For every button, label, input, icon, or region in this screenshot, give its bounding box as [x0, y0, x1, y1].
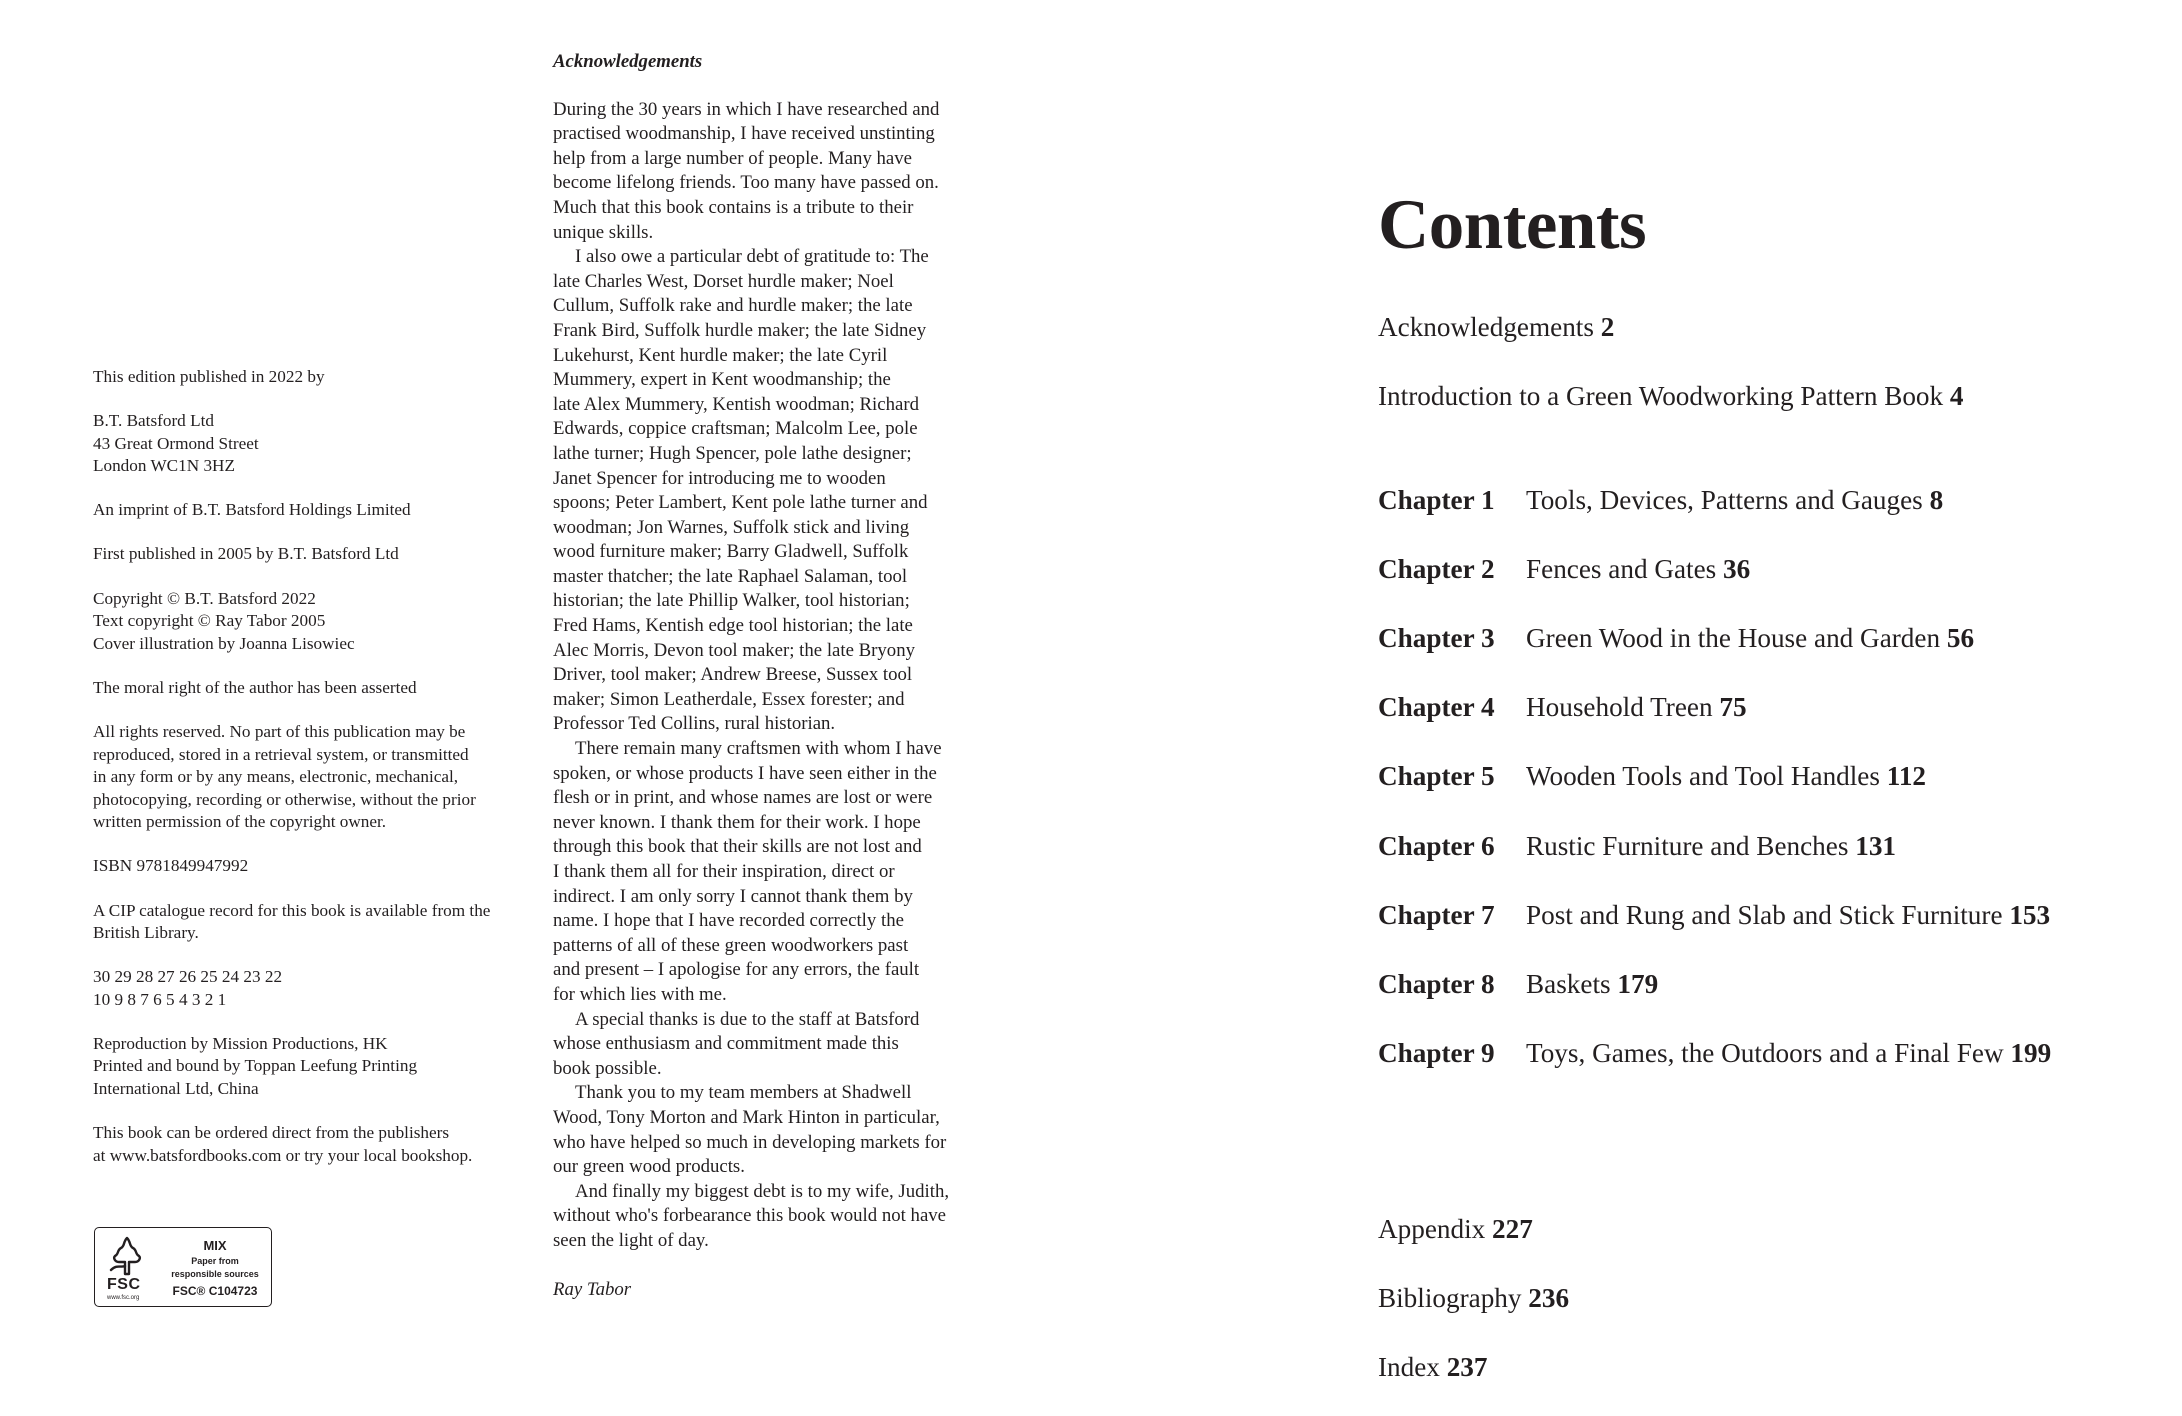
text-line: who have helped so much in developing markets for — [553, 1131, 947, 1153]
acknowledgements-paragraph — [553, 737, 993, 1008]
contents-page — [1378, 180, 2158, 1383]
chapter-label: Chapter 7 — [1378, 899, 1495, 930]
edition-line: This edition published in 2022 by — [93, 367, 325, 386]
toc-page-number: 75 — [1719, 692, 1747, 723]
text-line: help from a large number of people. Many have — [553, 147, 912, 169]
text-line: Mummery, expert in Kent woodmanship; the — [553, 369, 891, 391]
imprint-page — [93, 366, 523, 1189]
acknowledgements-paragraph — [553, 1081, 993, 1179]
toc-page-number: 179 — [1617, 968, 1659, 999]
acknowledgements-paragraph — [553, 1180, 993, 1254]
text-line: and present – I apologise for any errors, the fault — [553, 959, 920, 981]
toc-chapter-entry — [1378, 1038, 2051, 1069]
text-line: Alec Morris, Devon tool maker; the late Bryony — [553, 639, 915, 661]
toc-chapter-entry — [1378, 554, 1750, 585]
toc-entry-title: Fences and Gates — [1526, 554, 1717, 585]
text-line: unique skills. — [553, 221, 654, 243]
text-line: spoken, or whose products I have seen either in the — [553, 762, 937, 784]
toc-entry-title: Introduction to a Green Woodworking Pattern Book — [1378, 381, 1944, 411]
fsc-logo — [94, 1227, 272, 1307]
text-line: A special thanks is due to the staff at Batsford — [575, 1008, 920, 1030]
copyright-line: Text copyright © Ray Tabor 2005 — [93, 611, 326, 631]
acknowledgements-paragraph — [553, 245, 993, 737]
toc-entry-title: Baskets — [1526, 968, 1611, 999]
chapter-label: Chapter 3 — [1378, 623, 1495, 654]
text-line: spoons; Peter Lambert, Kent pole lathe turner and — [553, 492, 928, 514]
text-line: historian; the late Phillip Walker, tool historian; — [553, 590, 910, 612]
chapter-label: Chapter 5 — [1378, 761, 1495, 792]
text-line: our green wood products. — [553, 1156, 745, 1178]
rights-notice — [93, 721, 523, 834]
moral-right-line: The moral right of the author has been asserted — [93, 677, 417, 697]
fsc-mark: FSC — [107, 1276, 141, 1293]
text-line: And finally my biggest debt is to my wife, Judith, — [575, 1180, 950, 1202]
rights-line: photocopying, recording or otherwise, without the prior — [93, 789, 476, 809]
text-line: I also owe a particular debt of gratitude to: The — [575, 246, 929, 268]
text-line: wood furniture maker; Barry Gladwell, Suffolk — [553, 541, 909, 563]
acknowledgements-body — [553, 98, 993, 1254]
isbn-line: ISBN 9781849947992 — [93, 856, 249, 876]
text-line: master thatcher; the late Raphael Salaman, tool — [553, 565, 908, 587]
edition-note — [93, 366, 523, 389]
rights-line: All rights reserved. No part of this publication may be — [93, 721, 466, 741]
text-line: Edwards, coppice craftsman; Malcolm Lee, pole — [553, 418, 918, 440]
text-line: Driver, tool maker; Andrew Breese, Sussex tool — [553, 664, 913, 686]
toc-entry-title: Tools, Devices, Patterns and Gauges — [1526, 485, 1923, 515]
text-line: woodman; Jon Warnes, Suffolk stick and living — [553, 516, 910, 538]
text-line: patterns of all of these green woodworkers past — [553, 934, 909, 956]
copyright-line: Cover illustration by Joanna Lisowiec — [93, 633, 355, 653]
toc-entry-title: Appendix — [1378, 1214, 1486, 1244]
toc-page-number: 153 — [2009, 899, 2051, 930]
toc-entry-title: Post and Rung and Slab and Stick Furniture — [1526, 899, 2003, 930]
imprint-of — [93, 499, 523, 522]
toc-entry-title: Toys, Games, the Outdoors and a Final Few — [1526, 1037, 2004, 1068]
reproduction-line: Printed and bound by Toppan Leefung Printing — [93, 1056, 418, 1076]
address-line: London WC1N 3HZ — [93, 456, 235, 476]
toc-chapter-entry — [1378, 692, 1747, 723]
text-line: Professor Ted Collins, rural historian. — [553, 713, 836, 735]
author-signature: Ray Tabor — [553, 1278, 632, 1300]
cip-record — [93, 900, 523, 945]
copyright-notice — [93, 588, 523, 656]
toc-page-number: 199 — [2010, 1037, 2052, 1068]
imprint-of-line: An imprint of B.T. Batsford Holdings Limited — [93, 500, 411, 520]
toc-page-number: 8 — [1929, 485, 1944, 515]
text-line: name. I hope that I have recorded correctly the — [553, 910, 904, 932]
toc-chapter-entry — [1378, 831, 1896, 862]
toc-entry-title: Household Treen — [1526, 692, 1713, 723]
chapter-label: Chapter 2 — [1378, 554, 1495, 585]
acknowledgements-section — [553, 50, 993, 1302]
fsc-url: www.fsc.org — [107, 1295, 140, 1301]
text-line: Lukehurst, Kent hurdle maker; the late Cyril — [553, 344, 888, 366]
first-published — [93, 543, 523, 566]
text-line: Janet Spencer for introducing me to wooden — [553, 467, 886, 489]
text-line: indirect. I am only sorry I cannot thank them by — [553, 885, 913, 907]
toc-chapter-entry — [1378, 623, 1974, 654]
acknowledgements-title: Acknowledgements — [553, 51, 703, 72]
toc-chapter-entry — [1378, 485, 1943, 516]
text-line: Frank Bird, Suffolk hurdle maker; the late Sidney — [553, 319, 927, 341]
text-line: seen the light of day. — [553, 1229, 709, 1251]
toc-entry-title: Bibliography — [1378, 1283, 1522, 1314]
text-line: late Alex Mummery, Kentish woodman; Richard — [553, 393, 919, 415]
address-line: B.T. Batsford Ltd — [93, 411, 214, 431]
moral-right — [93, 677, 523, 700]
fsc-paper-line: Paper from — [191, 1256, 239, 1266]
reproduction-line: Reproduction by Mission Productions, HK — [93, 1033, 388, 1053]
toc-entry-title: Rustic Furniture and Benches — [1526, 830, 1849, 861]
rights-line: reproduced, stored in a retrieval system, or transmitted — [93, 744, 469, 764]
fsc-tree-icon — [105, 1234, 149, 1278]
text-line: lathe turner; Hugh Spencer, pole lathe designer; — [553, 442, 912, 464]
order-line: at www.batsfordbooks.com or try your local bookshop. — [93, 1145, 473, 1165]
toc-entry-title: Acknowledgements — [1378, 312, 1594, 342]
toc-chapter-entry — [1378, 900, 2050, 931]
rights-line: in any form or by any means, electronic, mechanical, — [93, 767, 459, 787]
cip-line: A CIP catalogue record for this book is available from the — [93, 900, 491, 920]
toc-page-number: 236 — [1528, 1283, 1570, 1314]
fsc-code: FSC® C104723 — [172, 1284, 258, 1298]
text-line: maker; Simon Leatherdale, Essex forester; and — [553, 688, 905, 710]
reproduction-credit — [93, 1033, 523, 1101]
text-line: Wood, Tony Morton and Mark Hinton in particular, — [553, 1106, 940, 1128]
chapter-label: Chapter 1 — [1378, 485, 1495, 515]
text-line: without who's forbearance this book would not have — [553, 1205, 947, 1227]
chapter-label: Chapter 8 — [1378, 968, 1495, 999]
toc-entry-title: Green Wood in the House and Garden — [1526, 623, 1941, 654]
toc-entry — [1378, 1283, 1569, 1314]
toc-page-number: 112 — [1886, 761, 1927, 792]
text-line: I thank them all for their inspiration, direct or — [553, 861, 895, 882]
text-line: During the 30 years in which I have researched and — [553, 98, 940, 120]
text-line: practised woodmanship, I have received unstinting — [553, 123, 935, 145]
reproduction-line: International Ltd, China — [93, 1079, 259, 1099]
print-line-numbers — [93, 966, 523, 1011]
acknowledgements-paragraph — [553, 98, 993, 246]
toc-entry — [1378, 1214, 1533, 1245]
toc-chapter-entry — [1378, 969, 1658, 1000]
chapter-label: Chapter 4 — [1378, 692, 1495, 723]
text-line: book possible. — [553, 1057, 662, 1079]
address-line: 43 Great Ormond Street — [93, 433, 259, 453]
text-line: Cullum, Suffolk rake and hurdle maker; the late — [553, 295, 913, 317]
isbn — [93, 855, 523, 878]
text-line: through this book that their skills are not lost and — [553, 836, 922, 858]
toc-entry — [1378, 1352, 1487, 1383]
acknowledgements-paragraph — [553, 1008, 993, 1082]
toc-page-number: 36 — [1723, 554, 1751, 585]
text-line: for which lies with me. — [553, 983, 727, 1005]
chapter-label: Chapter 9 — [1378, 1037, 1495, 1068]
copyright-line: Copyright © B.T. Batsford 2022 — [93, 588, 316, 608]
toc-chapter-entry — [1378, 761, 1926, 792]
publisher-address — [93, 410, 523, 478]
fsc-mix: MIX — [203, 1238, 227, 1253]
first-published-line: First published in 2005 by B.T. Batsford Ltd — [93, 544, 399, 564]
print-line: 10 9 8 7 6 5 4 3 2 1 — [93, 989, 227, 1009]
toc-page-number: 56 — [1946, 623, 1975, 654]
text-line: Thank you to my team members at Shadwell — [575, 1082, 912, 1104]
text-line: never known. I thank them for their work. I hope — [553, 811, 921, 833]
toc-page-number: 131 — [1855, 830, 1896, 861]
toc-entry-title: Index — [1378, 1352, 1440, 1383]
contents-title: Contents — [1378, 186, 1647, 264]
text-line: Much that this book contains is a tribute to their — [553, 196, 914, 218]
toc-page-number: 237 — [1446, 1352, 1488, 1383]
order-note — [93, 1122, 523, 1167]
toc-entry-title: Wooden Tools and Tool Handles — [1526, 761, 1880, 792]
text-line: whose enthusiasm and commitment made this — [553, 1033, 899, 1055]
fsc-label — [161, 1238, 269, 1298]
text-line: become lifelong friends. Too many have passed on. — [553, 172, 939, 194]
chapter-label: Chapter 6 — [1378, 830, 1495, 861]
toc-entry — [1378, 381, 1964, 412]
text-line: Fred Hams, Kentish edge tool historian; the late — [553, 615, 913, 637]
toc-page-number: 4 — [1949, 381, 1964, 411]
rights-line: written permission of the copyright owner. — [93, 812, 387, 832]
order-line: This book can be ordered direct from the publishers — [93, 1123, 450, 1143]
cip-line: British Library. — [93, 923, 199, 943]
text-line: There remain many craftsmen with whom I have — [575, 738, 942, 760]
toc-entry — [1378, 312, 1614, 343]
toc-page-number: 2 — [1600, 312, 1615, 342]
text-line: flesh or in print, and whose names are lost or were — [553, 787, 933, 809]
fsc-paper-line: responsible sources — [171, 1269, 259, 1279]
text-line: late Charles West, Dorset hurdle maker; Noel — [553, 270, 894, 292]
toc-page-number: 227 — [1492, 1214, 1533, 1244]
print-line: 30 29 28 27 26 25 24 23 22 — [93, 967, 283, 987]
